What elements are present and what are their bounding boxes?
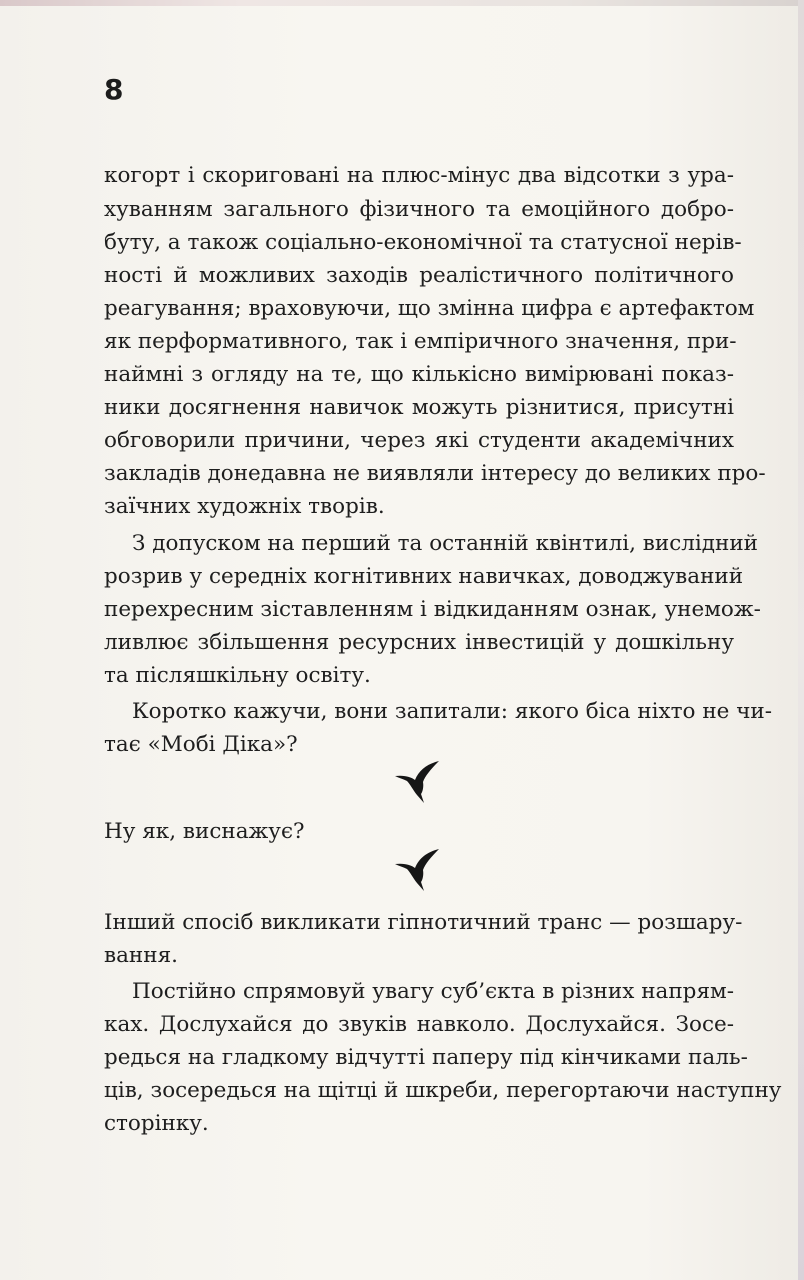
text-line: Постійно спрямовуй увагу суб’єкта в різних напрям- xyxy=(132,979,734,1004)
text-line: та післяшкільну освіту. xyxy=(104,663,371,688)
text-line: ках. Дослухайся до звуків навколо. Дослухайся. Зосе- xyxy=(104,1012,734,1037)
text-line: Коротко кажучи, вони запитали: якого біса ніхто не чи- xyxy=(132,699,773,724)
text-line: наймні з огляду на те, що кількісно вимірювані показ- xyxy=(104,362,734,387)
hummingbird-icon xyxy=(393,760,441,804)
text-line: закладів донедавна не виявляли інтересу до великих про- xyxy=(104,461,766,486)
text-line: реагування; враховуючи, що змінна цифра є артефактом xyxy=(104,296,755,321)
text-line: тає «Мобі Діка»? xyxy=(104,732,298,757)
text-line: заїчних художніх творів. xyxy=(104,494,385,519)
text-line: Інший спосіб викликати гіпнотичний транс — розшару- xyxy=(104,910,743,935)
text-line: перехресним зіставленням і відкиданням ознак, унемож- xyxy=(104,597,761,622)
text-line: буту, а також соціально-економічної та статусної нерів- xyxy=(104,230,742,255)
text-line: розрив у середніх когнітивних навичках, доводжуваний xyxy=(104,564,744,589)
page-number: 8 xyxy=(104,73,124,106)
text-line: редься на гладкому відчутті паперу під кінчиками паль- xyxy=(104,1045,748,1070)
text-line: когорт і скориговані на плюс-мінус два відсотки з ура- xyxy=(104,163,734,188)
text-line: Ну як, виснажує? xyxy=(104,819,305,844)
text-line: хуванням загального фізичного та емоційного добро- xyxy=(104,197,734,222)
page-edge-right xyxy=(798,0,804,1280)
text-line: ців, зосередься на щітці й шкреби, перегортаючи наступну xyxy=(104,1078,782,1103)
text-line: ники досягнення навичок можуть різнитися, присутні xyxy=(104,395,734,420)
hummingbird-icon xyxy=(393,848,441,892)
text-line: обговорили причини, через які студенти академічних xyxy=(104,428,734,453)
text-line: сторінку. xyxy=(104,1111,209,1136)
text-line: ливлює збільшення ресурсних інвестицій у дошкільну xyxy=(104,630,734,655)
text-line: ності й можливих заходів реалістичного політичного xyxy=(104,263,734,288)
text-line: як перформативного, так і емпіричного значення, при- xyxy=(104,329,737,354)
text-line: вання. xyxy=(104,943,178,968)
text-line: З допуском на перший та останній квінтилі, вислідний xyxy=(132,531,759,556)
page-edge-top xyxy=(0,0,804,6)
